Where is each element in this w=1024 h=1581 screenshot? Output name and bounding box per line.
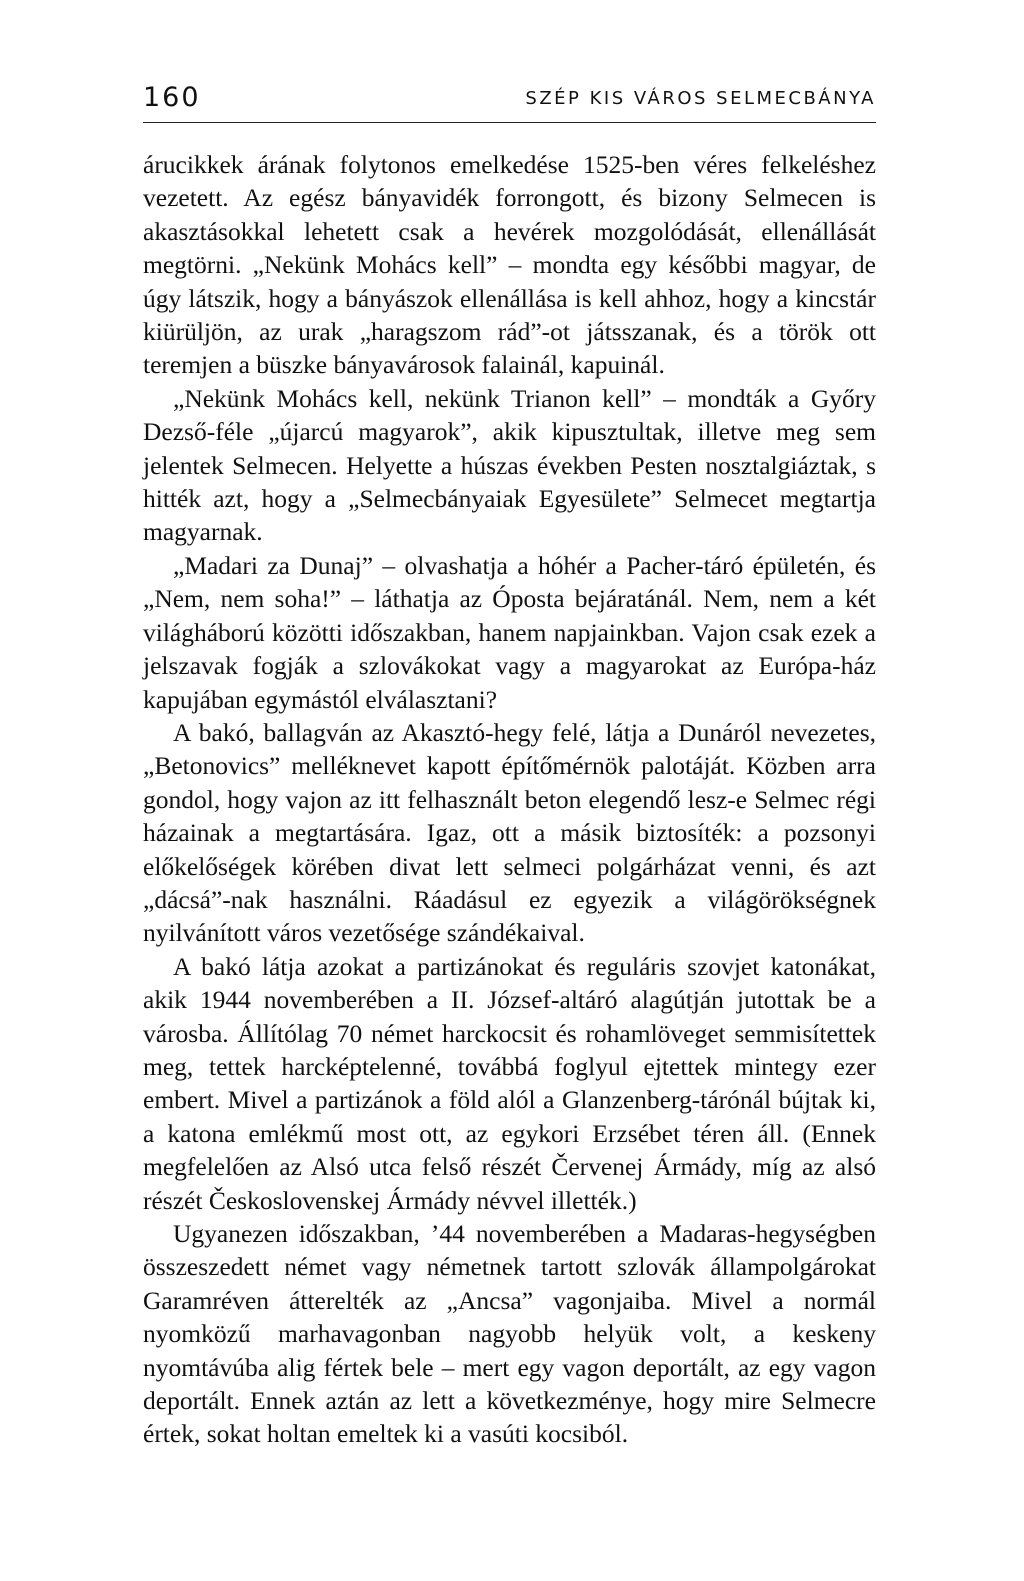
paragraph-1: árucikkek árának folytonos emelkedése 1525-ben véres felkeléshez vezetett. Az egész bányavidék forrongott, és bizony Selmecen is akasztásokkal lehetett csak a hevérek mozgolódását, ellenállását megtörni. „Nekünk Mohács kell” – mondta egy későbbi magyar, de úgy látszik, hogy a bányászok ellenállása is kell ahhoz, hogy a kincstár kiürüljön, az urak „haragszom rád”-ot játsszanak, és a török ott teremjen a büszke bányavárosok falainál, kapuinál. (143, 150, 876, 380)
page-header (143, 82, 876, 123)
paragraph-4: A bakó, ballagván az Akasztó-hegy felé, látja a Dunáról nevezetes, „Betonovics” melléknevet kapott építőmérnök palotáját. Közben arra gondol, hogy vajon az itt felhasznált beton elegendő lesz-e Selmec régi házainak a megtartására. Igaz, ott a másik biztosíték: a pozsonyi előkelőségek körében divat lett selmeci polgárházat venni, és azt „dácsá”-nak használni. Ráadásul ez egyezik a világörökségnek nyilvánított város vezetősége szándékaival. (143, 717, 876, 948)
running-head: SZÉP KIS VÁROS SELMECBÁNYA (525, 88, 876, 109)
paragraph-5: A bakó látja azokat a partizánokat és reguláris szovjet katonákat, akik 1944 novemberében a II. József-altáró alagútján jutottak be a városba. Állítólag 70 német harckocsit és rohamlöveget semmisítettek meg, tettek harcképtelenné, továbbá foglyul ejtettek mintegy ezer embert. Mivel a partizánok a föld alól a Glanzenberg-tárónál bújtak ki, a katona emlékmű most ott, az egykori Erzsébet téren áll. (Ennek megfelelően az Alsó utca felső részét Červenej Ármády, míg az alsó részét Československej Ármády névvel illették.) (143, 951, 876, 1215)
paragraph-6: Ugyanezen időszakban, ’44 novemberében a Madaras-hegységben összeszedett német vagy németnek tartott szlovák állampolgárokat Garamréven átterelték az „Ancsa” vagonjaiba. Mivel a normál nyomközű marhavagonban nagyobb helyük volt, a keskeny nyomtávúba alig fértek bele – mert egy vagon deportált, az egy vagon deportált. Ennek aztán az lett a következménye, hogy mire Selmecre értek, sokat holtan emeltek ki a vasúti kocsiból. (143, 1219, 876, 1449)
paragraph-3: „Madari za Dunaj” – olvashatja a hóhér a Pacher-táró épületén, és „Nem, nem soha!” – láthatja az Óposta bejáratánál. Nem, nem a két világháború közötti időszakban, hanem napjainkban. Vajon csak ezek a jelszavak fogják a szlovákokat vagy a magyarokat az Európa-ház kapujában egymástól elválasztani? (143, 550, 876, 714)
page-number: 160 (143, 82, 201, 113)
paragraph-2: „Nekünk Mohács kell, nekünk Trianon kell” – mondták a Győry Dezső-féle „újarcú magyarok”, akik kipusztultak, illetve meg sem jelentek Selmecen. Helyette a húszas években Pesten nosztalgiáztak, s hitték azt, hogy a „Selmecbányaiak Egyesülete” Selmecet megtartja magyarnak. (143, 383, 876, 547)
body-text (143, 148, 876, 1451)
